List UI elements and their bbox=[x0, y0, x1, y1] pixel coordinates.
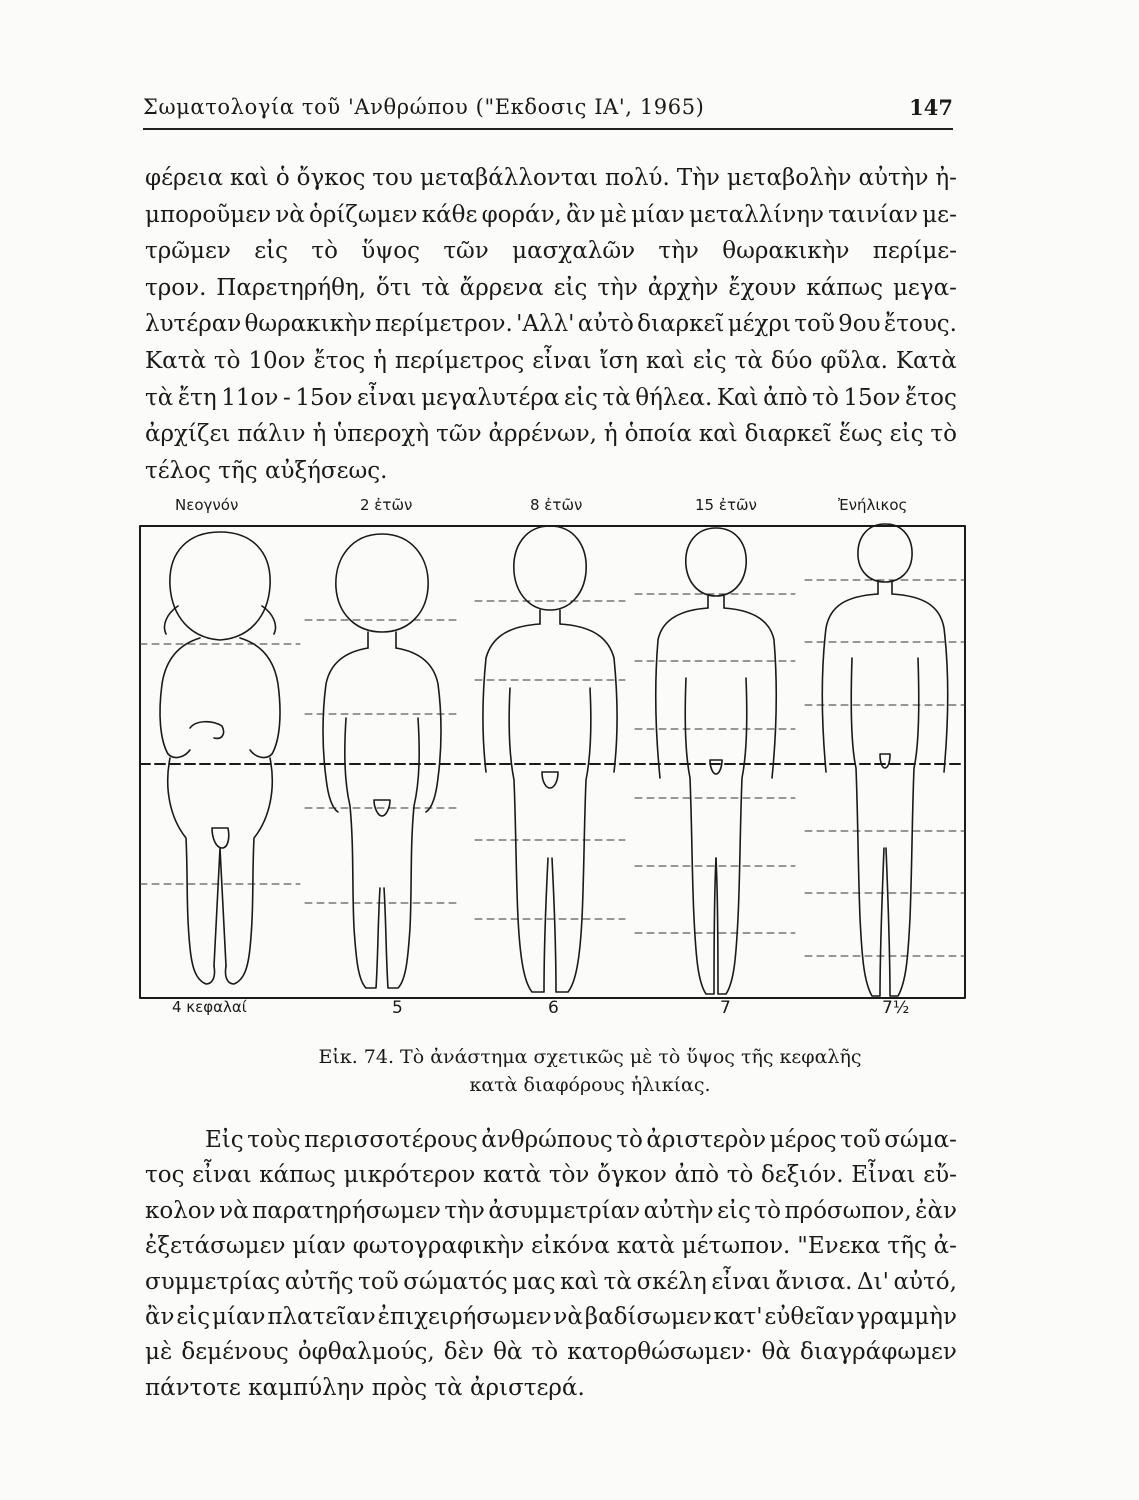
text-line: λυτέραν θωρακικὴν περίμετρον. 'Αλλ' αὐτὸ διαρκεῖ μέχρι τοῦ 9ου ἔτους. bbox=[145, 311, 957, 338]
text-line: τὰ ἔτη 11ον - 15ον εἶναι μεγαλυτέρα εἰς τὰ θήλεα. Καὶ ἀπὸ τὸ 15ον ἔτος bbox=[145, 384, 957, 411]
proportions-illustration bbox=[130, 488, 980, 1048]
paragraph-2 bbox=[145, 1123, 957, 1406]
age-label-15-years: 15 ἐτῶν bbox=[695, 496, 757, 514]
figure-caption bbox=[230, 1043, 950, 1099]
figure-8-years bbox=[483, 526, 617, 992]
page-number: 147 bbox=[909, 95, 953, 120]
age-label-2-years: 2 ἐτῶν bbox=[360, 496, 413, 514]
age-label-8-years: 8 ἐτῶν bbox=[530, 496, 583, 514]
text-line: συμμετρίας αὐτῆς τοῦ σώματός μας καὶ τὰ σκέλη εἶναι ἄνισα. Δι' αὐτό, bbox=[145, 1268, 957, 1295]
text-line: τρον. Παρετηρήθη, ὅτι τὰ ἄρρενα εἰς τὴν ἀρχὴν ἔχουν κάπως μεγα- bbox=[145, 274, 957, 301]
caption-line: κατὰ διαφόρους ἡλικίας. bbox=[469, 1074, 711, 1096]
text-line: μποροῦμεν νὰ ὁρίζωμεν κάθε φοράν, ἂν μὲ μίαν μεταλλίνην ταινίαν με- bbox=[145, 201, 957, 228]
text-line: τέλος τῆς αὐξήσεως. bbox=[145, 457, 388, 484]
figure-74 bbox=[130, 488, 980, 1048]
head-count-8-years: 6 bbox=[548, 998, 559, 1018]
text-line: κολον νὰ παρατηρήσωμεν τὴν ἀσυμμετρίαν αὐτὴν εἰς τὸ πρόσωπον, ἐὰν bbox=[145, 1197, 957, 1224]
caption-line: Εἰκ. 74. Τὸ ἀνάστημα σχετικῶς μὲ τὸ ὕψος τῆς κεφαλῆς bbox=[318, 1046, 862, 1068]
text-line: ἐξετάσωμεν μίαν φωτογραφικὴν εἰκόνα κατὰ μέτωπον. "Ενεκα τῆς ἀ- bbox=[145, 1233, 957, 1260]
head-count-adult: 7½ bbox=[882, 998, 910, 1018]
text-line: ἀρχίζει πάλιν ἡ ὑπεροχὴ τῶν ἀρρένων, ἡ ὁποία καὶ διαρκεῖ ἕως εἰς τὸ bbox=[145, 421, 957, 448]
age-label-adult: Ἐνήλικος bbox=[838, 496, 908, 514]
running-title: Σωματολογία τοῦ 'Ανθρώπου ("Εκδοσις ΙΑ', 1965) bbox=[143, 95, 705, 119]
division-guides bbox=[140, 580, 965, 956]
text-line: φέρεια καὶ ὁ ὄγκος του μεταβάλλονται πολύ. Τὴν μεταβολὴν αὐτὴν ἠ- bbox=[145, 165, 957, 191]
age-label-newborn: Νεογνόν bbox=[175, 496, 239, 514]
text-line: τρῶμεν εἰς τὸ ὕψος τῶν μασχαλῶν τὴν θωρακικὴν περίμε- bbox=[145, 238, 957, 265]
figure-adult bbox=[822, 524, 948, 996]
text-line: Εἰς τοὺς περισσοτέρους ἀνθρώπους τὸ ἀριστερὸν μέρος τοῦ σώμα- bbox=[205, 1127, 957, 1153]
text-line: τος εἶναι κάπως μικρότερον κατὰ τὸν ὄγκον ἀπὸ τὸ δεξιόν. Εἶναι εὔ- bbox=[145, 1162, 957, 1189]
figure-15-years bbox=[656, 528, 776, 994]
head-count-newborn: 4 κεφαλαί bbox=[172, 998, 247, 1016]
running-head bbox=[143, 95, 953, 135]
figure-newborn bbox=[160, 532, 280, 984]
figure-2-years bbox=[323, 534, 441, 988]
text-line: μὲ δεμένους ὀφθαλμούς, δὲν θὰ τὸ κατορθώσωμεν· θὰ διαγράφωμεν bbox=[145, 1339, 957, 1366]
figure-frame bbox=[140, 526, 965, 998]
header-rule bbox=[143, 128, 953, 130]
text-line: ἂν εἰς μίαν πλατεῖαν ἐπιχειρήσωμεν νὰ βαδίσωμεν κατ' εὐθεῖαν γραμμὴν bbox=[145, 1303, 957, 1330]
paragraph-1 bbox=[145, 160, 957, 489]
head-count-15-years: 7 bbox=[720, 998, 731, 1018]
text-line: πάντοτε καμπύλην πρὸς τὰ ἀριστερά. bbox=[145, 1374, 585, 1401]
head-count-2-years: 5 bbox=[392, 998, 403, 1018]
text-line: Κατὰ τὸ 10ον ἔτος ἡ περίμετρος εἶναι ἴση καὶ εἰς τὰ δύο φῦλα. Κατὰ bbox=[145, 347, 957, 374]
